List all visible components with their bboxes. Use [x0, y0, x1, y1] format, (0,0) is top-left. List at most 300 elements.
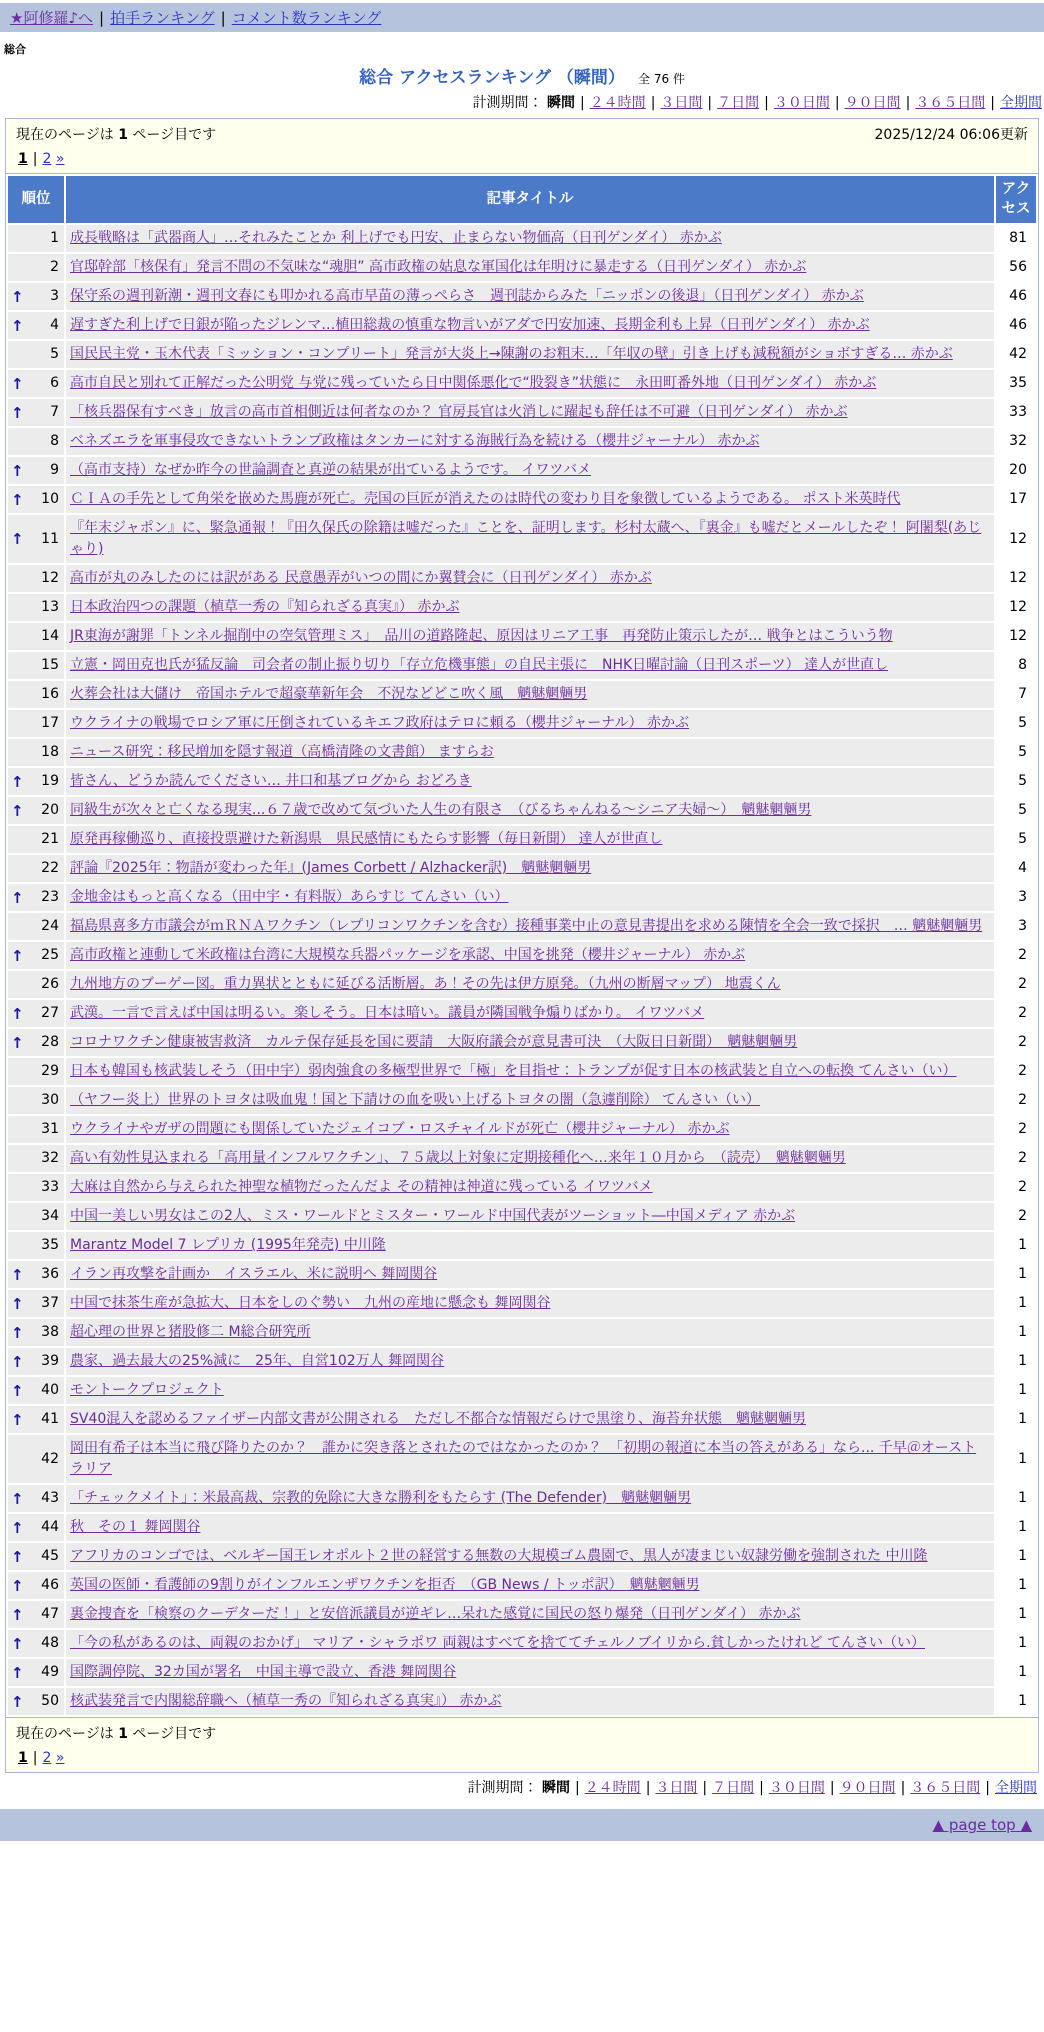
rank-up-arrow-icon: ↑ [11, 1518, 24, 1537]
rank-cell [8, 565, 64, 592]
article-link[interactable]: （ヤフー炎上）世界のトヨタは吸血鬼！国と下請けの血を吸い上げるトヨタの闇（急遽削除） てんさい（い） [70, 1092, 761, 1109]
article-link[interactable]: 「チェックメイト」：米最高裁、宗教的免除に大きな勝利をもたらす (The Defender) 魑魅魍魎男 [70, 1490, 692, 1507]
article-title-cell [66, 399, 994, 426]
article-title-cell [66, 652, 994, 679]
article-link[interactable]: コロナワクチン健康被害救済 カルテ保存延長を国に要請 大阪府議会が意見書可決 （大阪日日新聞） 魑魅魍魎男 [70, 1034, 798, 1051]
table-row [8, 254, 1036, 281]
period-link[interactable]: ３日間 [655, 1780, 698, 1797]
rank-number: 37 [41, 1295, 59, 1312]
access-count: 1 [996, 1630, 1036, 1657]
rank-up-arrow-icon: ↑ [11, 1576, 24, 1595]
rank-number: 40 [41, 1382, 59, 1399]
article-title-cell [66, 826, 994, 853]
article-title-cell [66, 1029, 994, 1056]
access-count: 7 [996, 681, 1036, 708]
article-title-cell [66, 1406, 994, 1433]
period-separator: | [759, 1780, 764, 1797]
article-link[interactable]: 大麻は自然から与えられた神聖な植物だったんだよ その精神は神道に残っている イワツバメ [70, 1179, 653, 1196]
rank-number: 47 [41, 1606, 59, 1623]
article-link[interactable]: アフリカのコンゴでは、ベルギー国王レオポルト２世の経営する無数の大規模ゴム農園で、黒人が凄まじい奴隷労働を強制された 中川隆 [70, 1548, 928, 1565]
rank-number: 46 [41, 1577, 59, 1594]
table-row [8, 1319, 1036, 1346]
period-link[interactable]: 全期間 [1000, 95, 1042, 111]
article-link[interactable]: 高市自民と別れて正解だった公明党 与党に残っていたら日中関係悪化で“股裂き”状態に 永田町番外地（日刊ゲンダイ） 赤かぶ [70, 375, 877, 392]
rank-number: 23 [41, 889, 59, 906]
table-row [8, 826, 1036, 853]
pagination-link[interactable]: 2 [42, 151, 52, 167]
article-link[interactable]: 超心理の世界と猪股修二 M総合研究所 [70, 1324, 311, 1341]
rank-cell [8, 370, 64, 397]
rank-up-arrow-icon: ↑ [11, 1033, 24, 1052]
period-separator: | [900, 1780, 906, 1797]
period-label: 計測期間： [472, 95, 547, 111]
rank-cell [8, 399, 64, 426]
bottom-bar [0, 1809, 1044, 1841]
article-title-cell [66, 1290, 994, 1317]
rank-number: 42 [41, 1450, 59, 1467]
period-link[interactable]: ７日間 [712, 1780, 755, 1797]
ranking-table-body [8, 225, 1036, 1715]
article-link[interactable]: 原発再稼働巡り、直接投票避けた新潟県 県民感情にもたらす影響（毎日新聞） 達人が世直し [70, 831, 663, 848]
access-count: 1 [996, 1601, 1036, 1628]
period-separator: | [574, 1780, 580, 1797]
period-separator: | [650, 95, 656, 111]
rank-number: 31 [41, 1121, 59, 1138]
table-row [8, 1543, 1036, 1570]
rank-up-arrow-icon: ↑ [11, 772, 24, 791]
rank-number: 1 [50, 230, 59, 247]
pagination-current-page[interactable]: 1 [18, 151, 28, 167]
article-title-cell [66, 565, 994, 592]
rank-number: 43 [41, 1490, 59, 1507]
table-row [8, 739, 1036, 766]
article-link[interactable]: 岡田有希子は本当に飛び降りたのか？ 誰かに突き落とされたのではなかったのか？ 「初期の報道に本当の答えがある」なら... 千早＠オーストラリア [70, 1440, 977, 1478]
rank-up-arrow-icon: ↑ [11, 403, 24, 422]
article-link[interactable]: 火葬会社は大儲け 帝国ホテルで超豪華新年会 不況などどこ吹く風 魑魅魍魎男 [70, 686, 588, 703]
table-row [8, 1485, 1036, 1512]
rank-number: 21 [41, 831, 59, 848]
article-title-cell [66, 681, 994, 708]
period-link[interactable]: ２４時間 [589, 95, 646, 111]
rank-up-arrow-icon: ↑ [11, 1663, 24, 1682]
table-row [8, 768, 1036, 795]
rank-cell [8, 1087, 64, 1114]
article-link[interactable]: 成長戦略は「武器商人」…それみたことか 利上げでも円安、止まらない物価高（日刊ゲンダイ） 赤かぶ [70, 230, 722, 247]
access-count: 2 [996, 971, 1036, 998]
article-link[interactable]: 国民民主党・玉木代表「ミッション・コンプリート」発言が大炎上→陳謝のお粗末…「年収の壁」引き上げも減税額がショボすぎる… 赤かぶ [70, 346, 953, 363]
period-current: 瞬間 [546, 95, 575, 111]
article-link[interactable]: 保守系の週刊新潮・週刊文春にも叩かれる高市早苗の薄っぺらさ 週刊誌からみた「ニッポンの後退」（日刊ゲンダイ） 赤かぶ [70, 288, 864, 305]
article-title-cell [66, 1377, 994, 1404]
rank-number: 49 [41, 1664, 59, 1681]
period-separator: | [645, 1780, 651, 1797]
table-header-row [8, 176, 1036, 223]
access-count: 1 [996, 1319, 1036, 1346]
nav-link-clap-ranking[interactable]: 拍手ランキング [110, 9, 215, 27]
article-link[interactable]: 日本政治四つの課題（植草一秀の『知られざる真実』） 赤かぶ [70, 599, 460, 616]
rank-number: 27 [41, 1005, 59, 1022]
access-count: 4 [996, 855, 1036, 882]
rank-up-arrow-icon: ↑ [11, 1634, 24, 1653]
period-separator: | [702, 1780, 708, 1797]
article-link[interactable]: 秋 その１ 舞岡関谷 [70, 1519, 201, 1536]
access-count: 1 [996, 1659, 1036, 1686]
table-row [8, 652, 1036, 679]
article-title-cell [66, 884, 994, 911]
rank-cell [8, 971, 64, 998]
period-separator: | [905, 95, 911, 111]
access-count: 2 [996, 942, 1036, 969]
rank-cell [8, 1145, 64, 1172]
rank-cell [8, 1572, 64, 1599]
article-link[interactable]: Marantz Model 7 レプリカ (1995年発売) 中川隆 [70, 1237, 386, 1254]
access-count: 12 [996, 565, 1036, 592]
article-link[interactable]: 中国で抹茶生産が急拡大、日本をしのぐ勢い 九州の産地に懸念も 舞岡関谷 [70, 1295, 551, 1312]
rank-number: 39 [41, 1353, 59, 1370]
article-link[interactable]: JR東海が謝罪「トンネル掘削中の空気管理ミス」 品川の道路隆起、原因はリニア工事 再発防止策示したが… 戦争とはこういう物 [70, 628, 893, 645]
article-link[interactable]: 高い有効性見込まれる「高用量インフルワクチン」、７５歳以上対象に定期接種化へ…来年１０月から （読売） 魑魅魍魎男 [70, 1150, 846, 1167]
rank-number: 28 [41, 1034, 59, 1051]
article-link[interactable]: 金地金はもっと高くなる（田中宇・有料版）あらすじ てんさい（い） [70, 889, 509, 906]
period-link[interactable]: ９０日間 [839, 1780, 896, 1797]
article-title-cell [66, 254, 994, 281]
table-row [8, 428, 1036, 455]
rank-up-arrow-icon: ↑ [11, 1410, 24, 1429]
access-count: 20 [996, 457, 1036, 484]
table-row [8, 1688, 1036, 1715]
article-link[interactable]: 核武装発言で内閣総辞職へ（植草一秀の『知られざる真実』） 赤かぶ [70, 1693, 502, 1710]
period-link[interactable]: ７日間 [717, 95, 760, 111]
rank-number: 19 [41, 773, 59, 790]
rank-number: 5 [50, 346, 59, 363]
table-row [8, 486, 1036, 513]
rank-cell [8, 1377, 64, 1404]
article-title-cell [66, 1659, 994, 1686]
table-row [8, 1145, 1036, 1172]
rank-number: 29 [41, 1063, 59, 1080]
rank-cell [8, 652, 64, 679]
rank-up-arrow-icon: ↑ [11, 1265, 24, 1284]
period-link[interactable]: ３６５日間 [915, 95, 986, 111]
table-row [8, 1203, 1036, 1230]
title-line [0, 63, 1044, 88]
rank-up-arrow-icon: ↑ [11, 1294, 24, 1313]
rank-cell [8, 515, 64, 563]
period-current: 瞬間 [541, 1780, 570, 1797]
period-separator: | [990, 95, 995, 111]
rank-cell [8, 623, 64, 650]
rank-up-arrow-icon: ↑ [11, 1489, 24, 1508]
rank-number: 12 [41, 570, 59, 587]
article-title-cell [66, 341, 994, 368]
rank-cell [8, 913, 64, 940]
article-link[interactable]: 高市が丸のみしたのには訳がある 民意愚弄がいつの間にか翼賛会に（日刊ゲンダイ） 赤かぶ [70, 570, 652, 587]
rank-cell [8, 1290, 64, 1317]
table-row [8, 710, 1036, 737]
article-title-cell [66, 623, 994, 650]
article-link[interactable]: 裏金捜査を「検察のクーデターだ！」と安倍派議員が逆ギレ…呆れた感覚に国民の怒り爆発（日刊ゲンダイ） 赤かぶ [70, 1606, 801, 1623]
access-count: 2 [996, 1116, 1036, 1143]
rank-number: 2 [50, 259, 59, 276]
rank-cell [8, 739, 64, 766]
pagination-separator: | [32, 1750, 38, 1767]
rank-number: 22 [41, 860, 59, 877]
table-row [8, 855, 1036, 882]
page-top-link[interactable]: ▲ page top ▲ [932, 1816, 1032, 1835]
article-link[interactable]: 遅すぎた利上げで日銀が陥ったジレンマ…植田総裁の慎重な物言いがアダで円安加速、長期金利も上昇（日刊ゲンダイ） 赤かぶ [70, 317, 870, 334]
rank-cell [8, 1116, 64, 1143]
table-row [8, 1116, 1036, 1143]
period-link[interactable]: ３０日間 [773, 95, 830, 111]
access-count: 32 [996, 428, 1036, 455]
page-info-box-top [5, 118, 1039, 174]
title-column-header: 記事タイトル [66, 176, 994, 223]
access-count: 42 [996, 341, 1036, 368]
article-link[interactable]: 高市政権と連動して米政権は台湾に大規模な兵器パッケージを承認、中国を挑発（櫻井ジャーナル） 赤かぶ [70, 947, 746, 964]
pagination-current-page[interactable]: 1 [18, 1750, 28, 1767]
rank-number: 35 [41, 1237, 59, 1254]
table-row [8, 1377, 1036, 1404]
article-link[interactable]: 中国一美しい男女はこの2人、ミス・ワールドとミスター・ワールド中国代表がツーショット―中国メディア 赤かぶ [70, 1208, 796, 1225]
article-link[interactable]: 英国の医師・看護師の9割りがインフルエンザワクチンを拒否 （GB News / トッポ訳） 魑魅魍魎男 [70, 1577, 700, 1594]
table-row [8, 1601, 1036, 1628]
period-link[interactable]: ９０日間 [844, 95, 901, 111]
rank-number: 16 [41, 686, 59, 703]
rank-cell [8, 1630, 64, 1657]
article-title-cell [66, 428, 994, 455]
article-title-cell [66, 913, 994, 940]
rank-cell [8, 884, 64, 911]
access-count: 12 [996, 623, 1036, 650]
table-row [8, 1029, 1036, 1056]
rank-number: 38 [41, 1324, 59, 1341]
period-separator: | [707, 95, 713, 111]
article-link[interactable]: 評論『2025年：物語が変わった年』(James Corbett / Alzhacker訳) 魑魅魍魎男 [70, 860, 592, 877]
article-title-cell [66, 1348, 994, 1375]
period-link[interactable]: ２４時間 [584, 1780, 641, 1797]
article-title-cell [66, 971, 994, 998]
rank-up-arrow-icon: ↑ [11, 888, 24, 907]
rank-number: 3 [50, 288, 59, 305]
article-link[interactable]: 同級生が次々と亡くなる現実...６７歳で改めて気づいた人生の有限さ （びるちゃんねる～シニア夫婦～） 魑魅魍魎男 [70, 802, 812, 819]
table-row [8, 370, 1036, 397]
rank-number: 45 [41, 1548, 59, 1565]
nav-separator: | [220, 9, 226, 27]
article-link[interactable]: 武漢。一言で言えば中国は明るい。楽しそう。日本は暗い。議員が隣国戦争煽りばかり。 イワツバメ [70, 1005, 705, 1022]
page-info-line [16, 124, 1028, 144]
article-link[interactable]: 『年末ジャポン』に、緊急通報！『田久保氏の除籍は嘘だった』ことを、証明します。杉村太蔵へ、『裏金』も嘘だとメールしたぞ！ 阿闍梨(あじゃり) [70, 520, 982, 558]
table-row [8, 1630, 1036, 1657]
rank-cell [8, 1659, 64, 1686]
table-row [8, 884, 1036, 911]
rank-number: 7 [50, 404, 59, 421]
rank-up-arrow-icon: ↑ [11, 490, 24, 509]
article-title-cell [66, 515, 994, 563]
period-selector-bottom [5, 1777, 1037, 1797]
article-title-cell [66, 1435, 994, 1483]
access-count: 56 [996, 254, 1036, 281]
article-title-cell [66, 1087, 994, 1114]
article-link[interactable]: モントークプロジェクト [70, 1382, 224, 1399]
rank-number: 9 [50, 462, 59, 479]
access-count: 5 [996, 797, 1036, 824]
nav-link-comment-ranking[interactable]: コメント数ランキング [231, 9, 382, 27]
table-row [8, 797, 1036, 824]
article-link[interactable]: 日本も韓国も核武装しそう（田中宇）弱肉強食の多極型世界で「極」を目指せ：トランプが促す日本の核武装と自立への転換 てんさい（い） [70, 1063, 957, 1080]
rank-cell [8, 1601, 64, 1628]
article-title-cell [66, 855, 994, 882]
top-nav-bar [0, 3, 1044, 32]
access-column-header: アクセス [996, 176, 1036, 223]
rank-cell [8, 1000, 64, 1027]
rank-number: 17 [41, 715, 59, 732]
table-row [8, 1348, 1036, 1375]
access-count: 2 [996, 1174, 1036, 1201]
article-title-cell [66, 1543, 994, 1570]
period-link[interactable]: 全期間 [995, 1780, 1037, 1797]
rank-cell [8, 1232, 64, 1259]
table-row [8, 913, 1036, 940]
access-count: 1 [996, 1232, 1036, 1259]
pagination-link[interactable]: 2 [42, 1750, 52, 1767]
rank-cell [8, 710, 64, 737]
nav-separator: | [99, 9, 105, 27]
article-title-cell [66, 370, 994, 397]
rank-up-arrow-icon: ↑ [11, 1381, 24, 1400]
access-count: 1 [996, 1688, 1036, 1715]
pagination-link[interactable]: » [55, 1750, 65, 1767]
access-count: 17 [996, 486, 1036, 513]
article-link[interactable]: ＣＩＡの手先として角栄を嵌めた馬鹿が死亡。売国の巨匠が消えたのは時代の変わり目を象徴しているようである。 ポスト米英時代 [70, 491, 901, 508]
access-count: 5 [996, 768, 1036, 795]
page-info-line [16, 1723, 1028, 1743]
rank-cell [8, 1514, 64, 1541]
pagination-link[interactable]: » [55, 151, 65, 167]
table-row [8, 312, 1036, 339]
article-link[interactable]: 「今の私があるのは、両親のおかげ」 マリア・シャラポワ 両親はすべてを捨ててチェルノブイリから.貧しかったけれど てんさい（い） [70, 1635, 925, 1652]
article-link[interactable]: 農家、過去最大の25%減に 25年、自営102万人 舞岡関谷 [70, 1353, 445, 1370]
article-title-cell [66, 1601, 994, 1628]
article-link[interactable]: ウクライナやガザの問題にも関係していたジェイコブ・ロスチャイルドが死亡（櫻井ジャーナル） 赤かぶ [70, 1121, 730, 1138]
rank-number: 15 [41, 657, 59, 674]
rank-number: 25 [41, 947, 59, 964]
table-row [8, 1261, 1036, 1288]
article-link[interactable]: 国際調停院、32カ国が署名 中国主導で設立、香港 舞岡関谷 [70, 1664, 457, 1681]
article-link[interactable]: 立憲・岡田克也氏が猛反論 司会者の制止振り切り「存立危機事態」の自民主張に NHK日曜討論（日刊スポーツ） 達人が世直し [70, 657, 889, 674]
article-title-cell [66, 739, 994, 766]
content-area [5, 118, 1039, 1797]
article-title-cell [66, 283, 994, 310]
article-title-cell [66, 1261, 994, 1288]
article-title-cell [66, 1116, 994, 1143]
access-count: 1 [996, 1572, 1036, 1599]
access-count: 1 [996, 1435, 1036, 1483]
nav-link-ashura-home[interactable]: ★阿修羅♪へ [10, 9, 94, 27]
table-row [8, 515, 1036, 563]
access-count: 2 [996, 1145, 1036, 1172]
period-link[interactable]: ３０日間 [768, 1780, 825, 1797]
rank-cell [8, 486, 64, 513]
rank-cell [8, 1319, 64, 1346]
period-separator: | [829, 1780, 835, 1797]
article-title-cell [66, 1203, 994, 1230]
bottom-spacer [0, 1841, 1044, 1871]
rank-cell [8, 1029, 64, 1056]
ranking-table [5, 174, 1039, 1718]
access-count: 5 [996, 826, 1036, 853]
access-count: 1 [996, 1485, 1036, 1512]
current-page-number: 1 [118, 1726, 128, 1743]
period-link[interactable]: ３６５日間 [910, 1780, 981, 1797]
table-row [8, 623, 1036, 650]
rank-cell [8, 1543, 64, 1570]
rank-up-arrow-icon: ↑ [11, 287, 24, 306]
pagination-bottom [18, 1750, 1028, 1766]
article-title-cell [66, 1572, 994, 1599]
rank-cell [8, 681, 64, 708]
period-link[interactable]: ３日間 [660, 95, 703, 111]
article-title-cell [66, 1174, 994, 1201]
rank-cell [8, 312, 64, 339]
table-row [8, 1232, 1036, 1259]
table-row [8, 1659, 1036, 1686]
rank-number: 6 [50, 375, 59, 392]
access-count: 81 [996, 225, 1036, 252]
current-page-number: 1 [118, 127, 128, 143]
article-link[interactable]: ベネズエラを軍事侵攻できないトランプ政権はタンカーに対する海賊行為を続ける（櫻井ジャーナル） 赤かぶ [70, 433, 760, 450]
article-link[interactable]: 皆さん、どうか読んでください… 井口和基ブログから おどろき [70, 773, 472, 790]
article-link[interactable]: 官邸幹部「核保有」発言不問の不気味な“魂胆” 高市政権の姑息な軍国化は年明けに暴走する（日刊ゲンダイ） 赤かぶ [70, 259, 807, 276]
rank-number: 50 [41, 1693, 59, 1710]
page-title: 総合 アクセスランキング （瞬間） [359, 68, 625, 88]
rank-cell [8, 1406, 64, 1433]
period-separator: | [764, 95, 769, 111]
article-title-cell [66, 1630, 994, 1657]
rank-column-header: 順位 [8, 176, 64, 223]
rank-number: 11 [41, 530, 59, 547]
rank-cell [8, 254, 64, 281]
article-title-cell [66, 225, 994, 252]
rank-number: 30 [41, 1092, 59, 1109]
rank-cell [8, 1203, 64, 1230]
access-count: 2 [996, 1087, 1036, 1114]
rank-number: 36 [41, 1266, 59, 1283]
article-link[interactable]: 「核兵器保有すべき」放言の高市首相側近は何者なのか？ 官房長官は火消しに躍起も辞任は不可避（日刊ゲンダイ） 赤かぶ [70, 404, 848, 421]
article-link[interactable]: 福島県喜多方市議会がｍＲＮＡワクチン（レプリコンワクチンを含む）接種事業中止の意見書提出を求める陳情を全会一致で採択 … 魑魅魍魎男 [70, 918, 983, 935]
rank-number: 10 [41, 491, 59, 508]
updated-timestamp: 2025/12/24 06:06更新 [874, 127, 1028, 143]
rank-cell [8, 225, 64, 252]
article-link[interactable]: イラン再攻撃を計画か イスラエル、米に説明へ 舞岡関谷 [70, 1266, 438, 1283]
access-count: 3 [996, 913, 1036, 940]
article-title-cell [66, 1319, 994, 1346]
access-count: 12 [996, 594, 1036, 621]
rank-up-arrow-icon: ↑ [11, 461, 24, 480]
access-count: 3 [996, 884, 1036, 911]
rank-cell [8, 855, 64, 882]
rank-number: 20 [41, 802, 59, 819]
article-link[interactable]: （高市支持）なぜか昨今の世論調査と真逆の結果が出ているようです。 イワツバメ [70, 462, 592, 479]
article-link[interactable]: ウクライナの戦場でロシア軍に圧倒されているキエフ政府はテロに頼る（櫻井ジャーナル） 赤かぶ [70, 715, 690, 732]
rank-up-arrow-icon: ↑ [11, 1547, 24, 1566]
rank-cell [8, 428, 64, 455]
article-link[interactable]: 九州地方のブーゲー図。重力異状とともに延びる活断層。あ！その先は伊方原発。（九州の断層マップ） 地震くん [70, 976, 781, 993]
article-link[interactable]: ニュース研究：移民増加を隠す報道（高橋清隆の文書館） ますらお [70, 744, 494, 761]
rank-number: 4 [50, 317, 59, 334]
table-row [8, 457, 1036, 484]
article-link[interactable]: SV40混入を認めるファイザー内部文書が公開される ただし不都合な情報だらけで黒塗り、海苔弁状態 魑魅魍魎男 [70, 1411, 806, 1428]
table-row [8, 1406, 1036, 1433]
